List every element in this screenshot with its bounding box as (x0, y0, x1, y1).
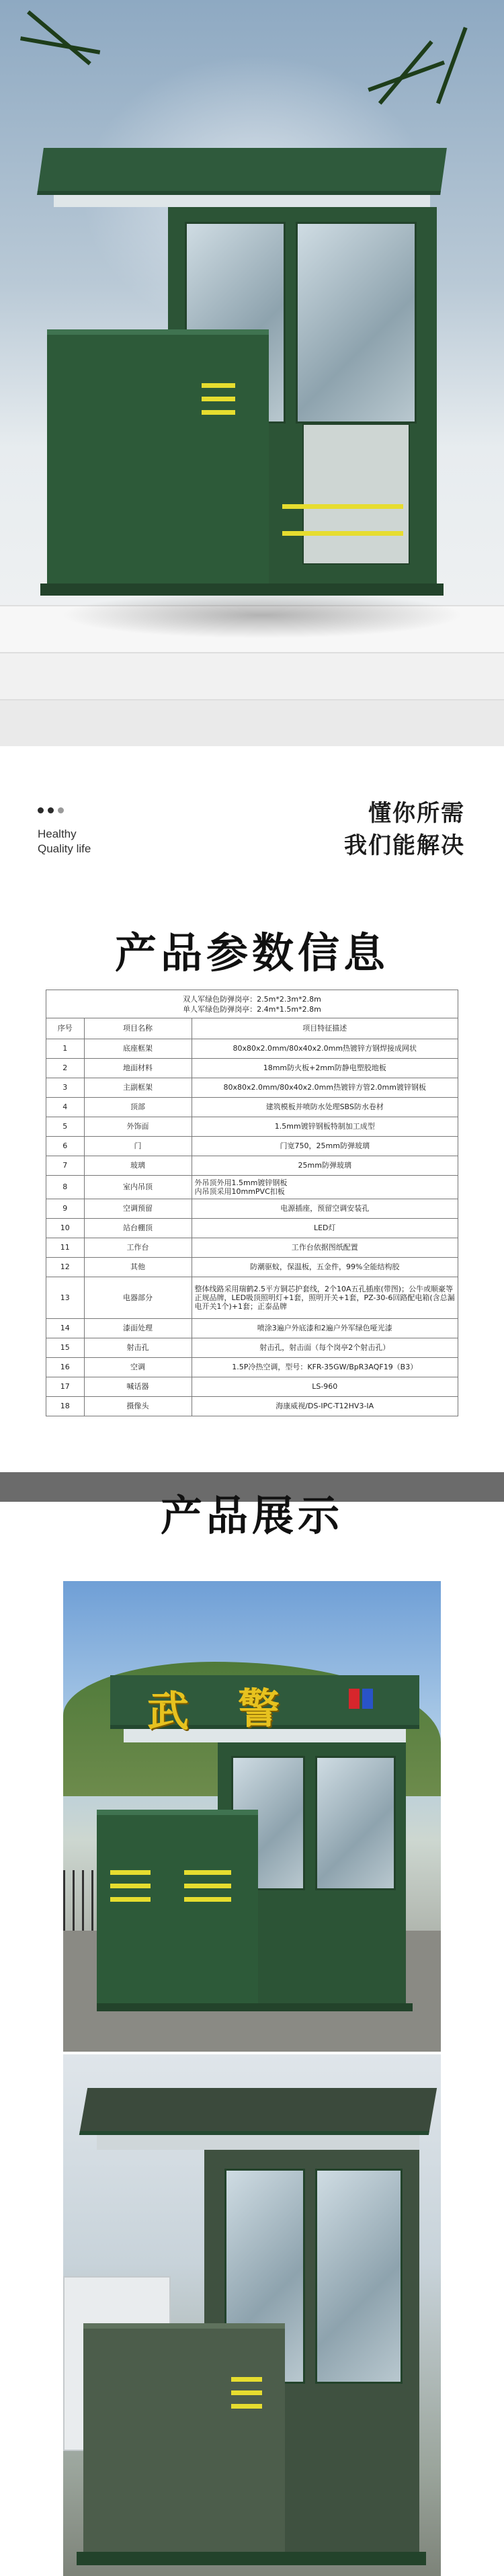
row-number: 9 (46, 1199, 84, 1218)
row-number: 18 (46, 1396, 84, 1416)
spec-table (46, 990, 458, 1416)
row-number: 12 (46, 1257, 84, 1277)
decor-dot (38, 807, 44, 813)
item-name: 室内吊顶 (84, 1175, 192, 1199)
slogan-chinese (344, 797, 465, 862)
item-name: 工作台 (84, 1238, 192, 1257)
row-number: 4 (46, 1097, 84, 1117)
booth-base (97, 2003, 413, 2011)
slogan-cn-line2: 我们能解决 (344, 832, 465, 859)
slogan-en-line1: Healthy (38, 828, 77, 840)
row-number: 1 (46, 1039, 84, 1058)
item-description: 25mm防弹玻璃 (192, 1156, 458, 1175)
row-number: 17 (46, 1377, 84, 1396)
item-name: 外饰面 (84, 1117, 192, 1136)
item-name: 站台棚顶 (84, 1218, 192, 1238)
booth-roof (79, 2088, 437, 2135)
column-header: 序号 (46, 1018, 84, 1039)
item-description: 喷涂3遍户外底漆和2遍户外军绿色哑光漆 (192, 1318, 458, 1338)
table-row (46, 1058, 458, 1078)
item-description: 80x80x2.0mm/80x40x2.0mm热镀锌方钢焊接成网状 (192, 1039, 458, 1058)
column-header: 项目名称 (84, 1018, 192, 1039)
stair-step (0, 699, 504, 746)
sign-char: 警 (238, 1684, 280, 1733)
roof-underside (97, 2135, 419, 2150)
row-number: 2 (46, 1058, 84, 1078)
row-number: 13 (46, 1277, 84, 1318)
item-name: 主副框架 (84, 1078, 192, 1097)
yellow-stripe (110, 1870, 151, 1875)
spec-header-line2: 单人军绿色防弹岗亭：2.4m*1.5m*2.8m (183, 1005, 321, 1014)
spec-column-headers (46, 1018, 458, 1039)
product-photo-1 (63, 1581, 441, 2052)
table-row (46, 1156, 458, 1175)
booth-roof (37, 148, 447, 195)
row-number: 8 (46, 1175, 84, 1199)
item-name: 其他 (84, 1257, 192, 1277)
item-description: 海康威视/DS-IPC-T12HV3-IA (276, 1402, 374, 1411)
item-name: 地面材料 (84, 1058, 192, 1078)
guard-booth (27, 128, 470, 598)
yellow-stripe (282, 504, 403, 509)
guard-booth-armed-police (97, 1675, 419, 2011)
slogan-cn-line1: 懂你所需 (368, 800, 465, 827)
table-row (46, 1136, 458, 1156)
slogan-en-line2: Quality life (38, 842, 91, 855)
booth-counter (97, 1810, 258, 2005)
table-row (46, 1318, 458, 1338)
booth-shadow (60, 592, 464, 639)
spec-grid (46, 1018, 458, 1416)
decor-dot (48, 807, 54, 813)
item-description: 18mm防火板+2mm防静电塑胶地板 (192, 1058, 458, 1078)
yellow-stripe (202, 410, 235, 415)
item-name: 喊话器 (84, 1377, 192, 1396)
item-name: 门 (84, 1136, 192, 1156)
decor-dot (58, 807, 64, 813)
item-description: 1.5P冷热空调，型号：KFR-35GW/BpR3AQF19（B3） (192, 1357, 458, 1377)
item-name: 摄像头 (84, 1396, 192, 1416)
table-row (46, 1097, 458, 1117)
item-name: 射击孔 (84, 1338, 192, 1357)
booth-counter (83, 2323, 285, 2552)
yellow-stripe (231, 2404, 262, 2409)
item-description: 整体线路采用瑞鹤2.5平方铜芯护套线，2个10A五孔插座(带图)；公牛或顺豪等正规品牌，LED吸顶照明灯+1套，照明开关+1套，PZ-30-6回路配电箱(含总漏电开关1个)+1套；正泰品牌 (192, 1277, 458, 1318)
table-row (46, 1175, 458, 1199)
row-number: 10 (46, 1218, 84, 1238)
item-description: 防潮驱蚊，保温板，五金件，99%全能结构胶 (192, 1257, 458, 1277)
yellow-stripe (110, 1884, 151, 1888)
table-row (46, 1238, 458, 1257)
yellow-stripe (110, 1897, 151, 1902)
table-row (46, 1357, 458, 1377)
item-description: 建筑模板并喷防水处理SBS防水卷材 (192, 1097, 458, 1117)
guard-booth-camouflage (77, 2068, 439, 2565)
table-row (46, 1078, 458, 1097)
table-row (46, 1199, 458, 1218)
table-row (46, 1117, 458, 1136)
booth-door (302, 424, 410, 565)
display-section-title: 产品展示 (0, 1472, 504, 1560)
item-name: 空调预留 (84, 1199, 192, 1218)
row-number: 5 (46, 1117, 84, 1136)
booth-base (77, 2552, 426, 2565)
item-description: 工作台依据图纸配置 (192, 1238, 458, 1257)
police-light-blue (362, 1689, 373, 1709)
palm-frond (27, 10, 91, 65)
params-section-title: 产品参数信息 (114, 928, 389, 977)
item-description: LS-960 (192, 1377, 458, 1396)
table-row (46, 1377, 458, 1396)
item-description: 电源插座，预留空调安装孔 (192, 1199, 458, 1218)
item-description: 门宽750，25mm防弹玻璃 (192, 1136, 458, 1156)
booth-base (40, 583, 444, 596)
spec-table-header (46, 990, 458, 1018)
yellow-stripe (184, 1870, 231, 1875)
item-name: 玻璃 (84, 1156, 192, 1175)
booth-counter (47, 329, 269, 585)
item-description: 1.5mm镀锌钢板特制加工成型 (192, 1117, 458, 1136)
sign-char: 武 (147, 1687, 190, 1736)
product-photo-2 (63, 2054, 441, 2576)
item-name: 漆面处理 (84, 1318, 192, 1338)
yellow-stripe (184, 1897, 231, 1902)
yellow-stripe (202, 383, 235, 388)
roof-underside (54, 195, 430, 207)
row-number: 16 (46, 1357, 84, 1377)
table-row (46, 1277, 458, 1318)
row-number: 15 (46, 1338, 84, 1357)
yellow-stripe (231, 2377, 262, 2382)
column-header: 项目特征描述 (192, 1018, 458, 1039)
item-name: 底座框架 (84, 1039, 192, 1058)
decor-dots (38, 803, 68, 816)
glass-window (315, 2169, 403, 2384)
item-name: 空调 (84, 1357, 192, 1377)
yellow-stripe (202, 397, 235, 401)
yellow-stripe (231, 2390, 262, 2395)
item-name: 电器部分 (84, 1277, 192, 1318)
table-row (46, 1396, 458, 1416)
police-light-red (349, 1689, 360, 1709)
row-number: 6 (46, 1136, 84, 1156)
item-description: 外吊顶外用1.5mm镀锌钢板 内吊顶采用10mmPVC扣板 (192, 1175, 458, 1199)
table-row (46, 1218, 458, 1238)
row-number: 14 (46, 1318, 84, 1338)
spec-header-line1: 双人军绿色防弹岗亭：2.5m*2.3m*2.8m (183, 995, 321, 1004)
table-row (46, 1039, 458, 1058)
yellow-stripe (282, 531, 403, 536)
stair-step (0, 652, 504, 699)
row-number: 3 (46, 1078, 84, 1097)
item-name: 顶部 (84, 1097, 192, 1117)
slogan-english (38, 827, 91, 856)
yellow-stripe (184, 1884, 231, 1888)
row-number: 11 (46, 1238, 84, 1257)
glass-window (296, 222, 417, 424)
table-row (46, 1257, 458, 1277)
table-row (46, 1338, 458, 1357)
hero-product-photo (0, 0, 504, 746)
item-description: LED灯 (192, 1218, 458, 1238)
glass-window (315, 1756, 396, 1890)
item-description: 射击孔，射击面（每个岗亭2个射击孔） (192, 1338, 458, 1357)
row-number: 7 (46, 1156, 84, 1175)
item-description: 80x80x2.0mm/80x40x2.0mm热镀锌方管2.0mm镀锌钢板 (192, 1078, 458, 1097)
